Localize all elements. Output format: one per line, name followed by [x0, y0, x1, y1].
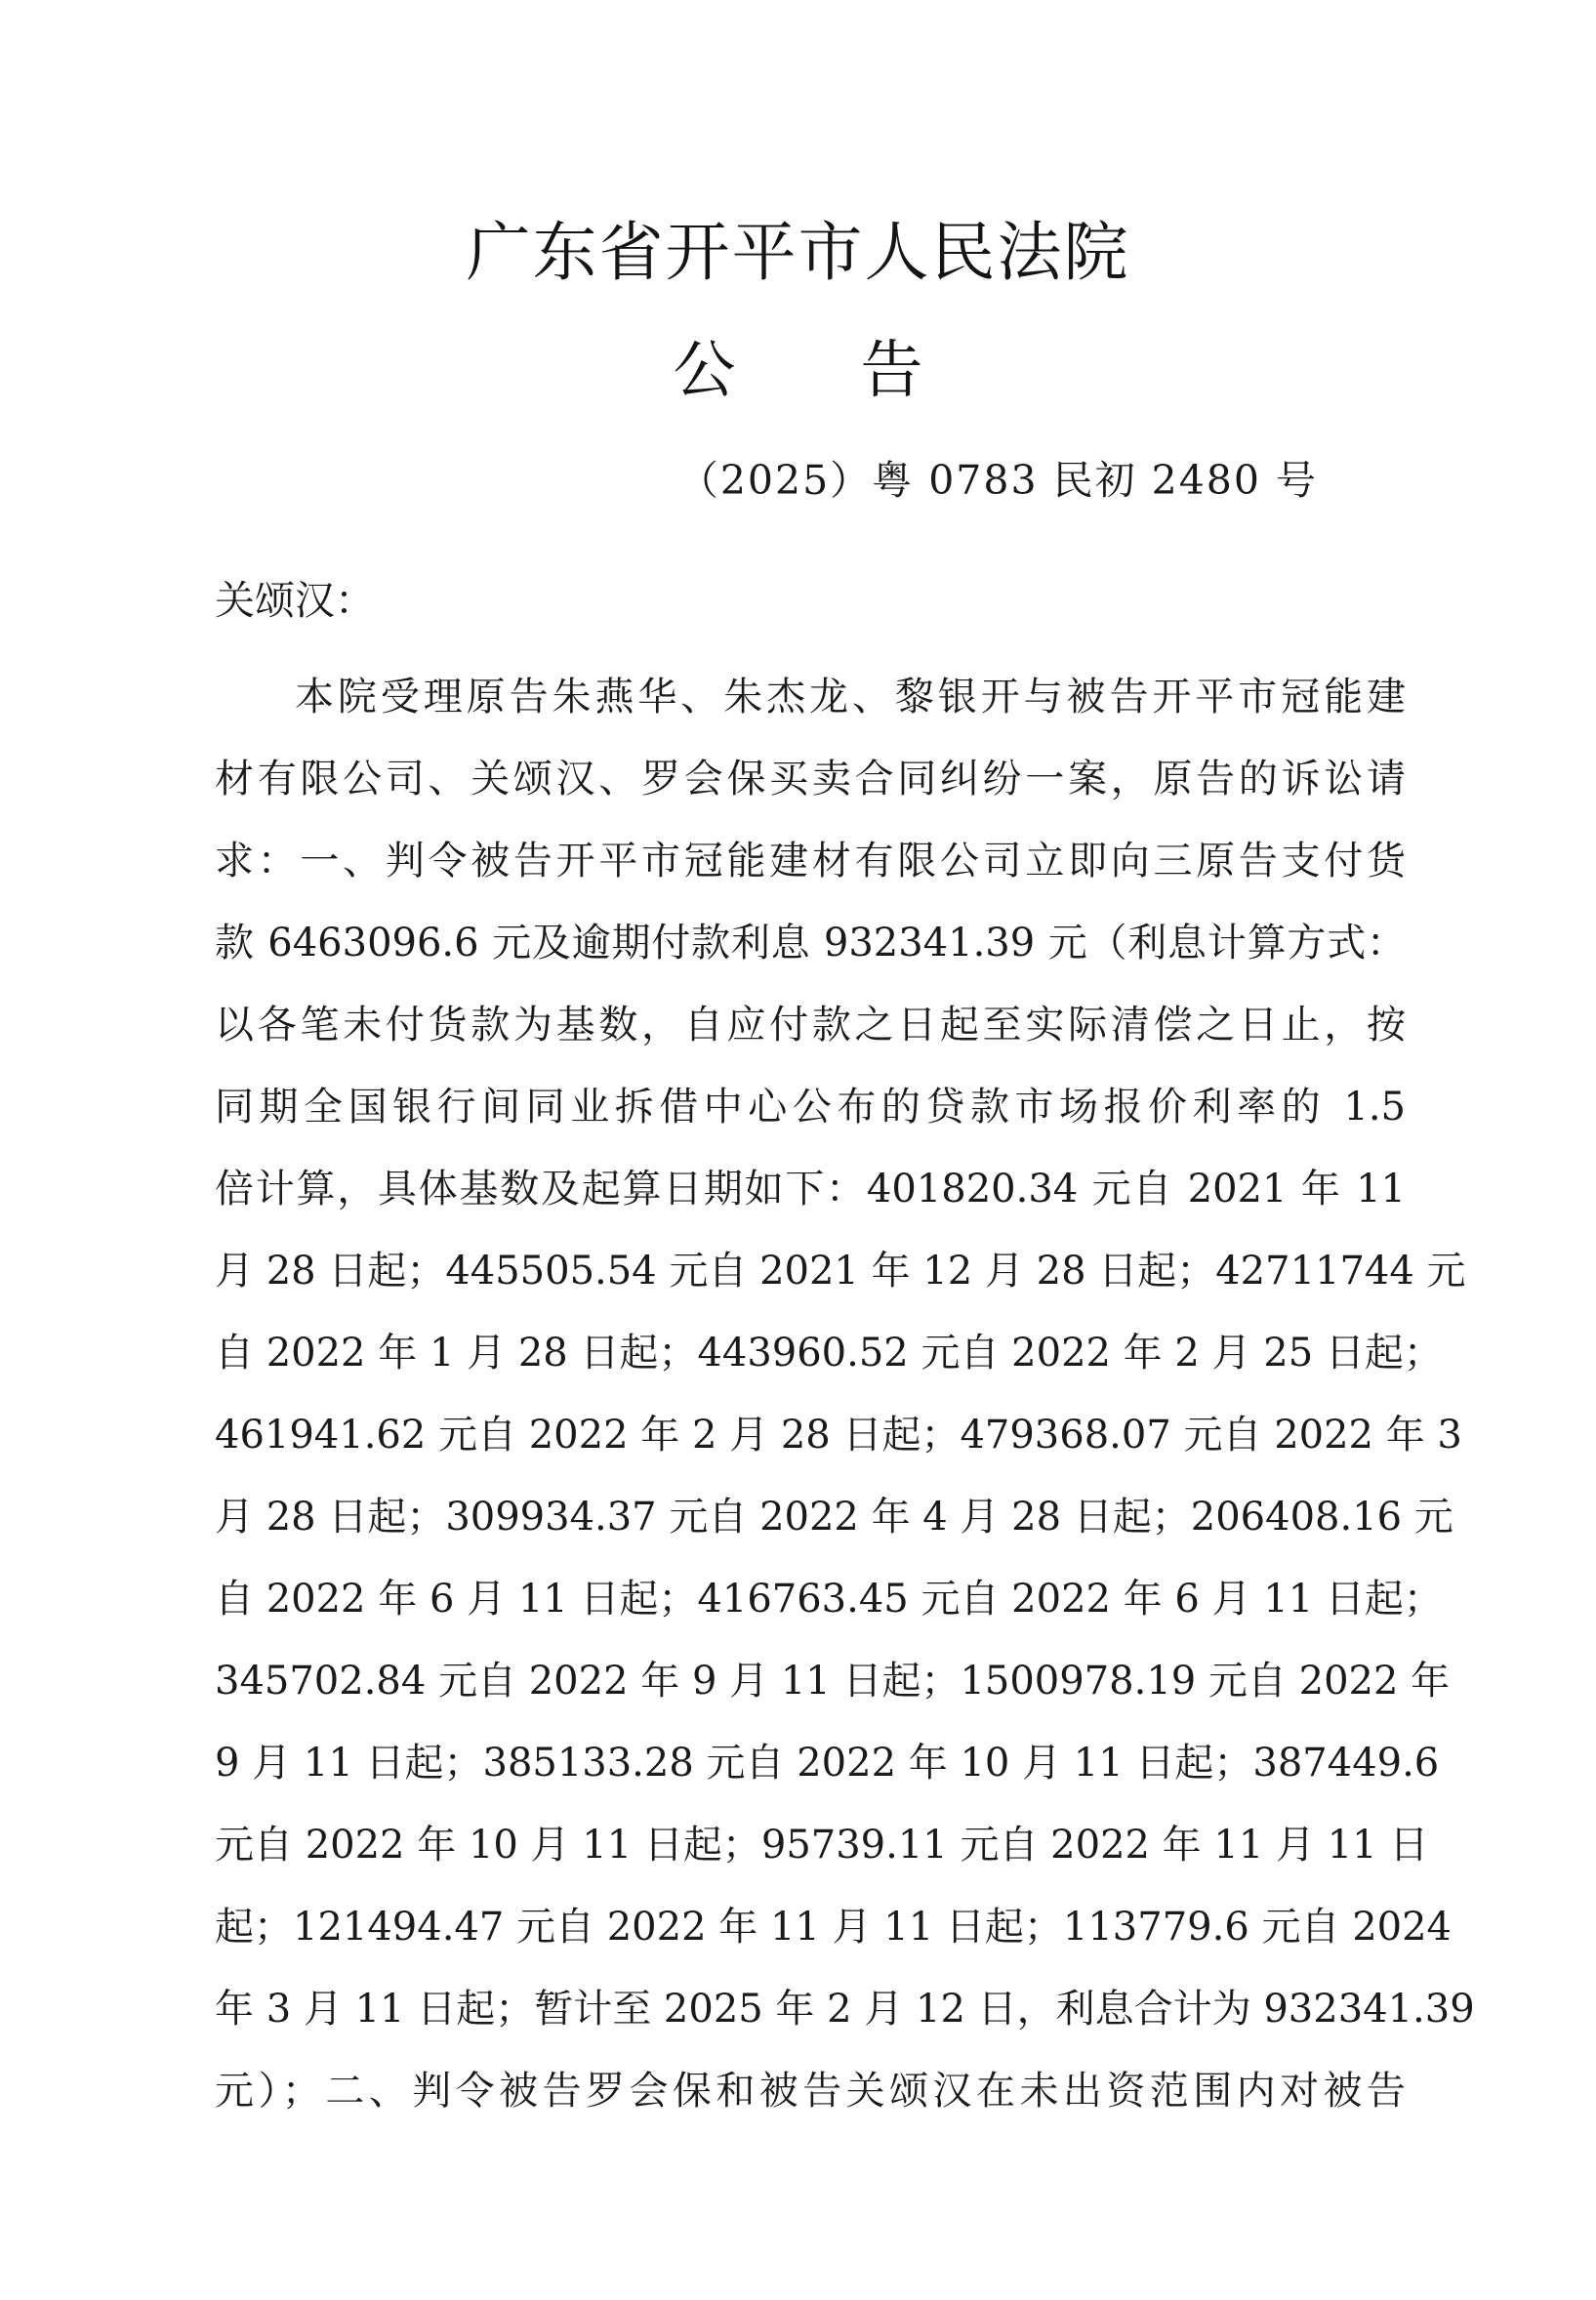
body-line: 9 月 11 日起；385133.28 元自 2022 年 10 月 11 日起；387449.6 — [215, 1741, 1440, 1786]
body-line: 起；121494.47 元自 2022 年 11 月 11 日起；113779.6 元自 2024 — [215, 1905, 1452, 1950]
court-name: 广东省开平市人民法院 — [466, 215, 1130, 290]
addressee: 关颂汉： — [215, 577, 375, 624]
announcement-body — [215, 656, 1475, 2132]
body-line: 自 2022 年 6 月 11 日起；416763.45 元自 2022 年 6 月 11 日起； — [215, 1577, 1443, 1622]
body-line: 461941.62 元自 2022 年 2 月 28 日起；479368.07 元自 2022 年 3 — [215, 1413, 1462, 1458]
body-line: 月 28 日起；445505.54 元自 2021 年 12 月 28 日起；42711744 元 — [215, 1249, 1466, 1294]
body-line: 材有限公司、关颂汉、罗会保买卖合同纠纷一案，原告的诉讼请 — [215, 757, 1406, 801]
body-line: 元自 2022 年 10 月 11 日起；95739.11 元自 2022 年 11 月 11 日 — [215, 1823, 1429, 1868]
body-line: 345702.84 元自 2022 年 9 月 11 日起；1500978.19 元自 2022 年 — [215, 1659, 1451, 1704]
body-line: 款 6463096.6 元及逾期付款利息 932341.39 元（利息计算方式： — [215, 921, 1406, 965]
body-line: 本院受理原告朱燕华、朱杰龙、黎银开与被告开平市冠能建 — [295, 675, 1406, 719]
case-number: （2025）粤 0783 民初 2480 号 — [677, 457, 1318, 504]
body-line: 元）；二、判令被告罗会保和被告关颂汉在未出资范围内对被告 — [215, 2069, 1406, 2114]
body-line: 月 28 日起；309934.37 元自 2022 年 4 月 28 日起；206408.16 元 — [215, 1495, 1453, 1540]
document-title: 公告 — [673, 335, 1048, 407]
body-line: 自 2022 年 1 月 28 日起；443960.52 元自 2022 年 2 月 25 日起； — [215, 1331, 1443, 1376]
body-line: 倍计算，具体基数及起算日期如下：401820.34 元自 2021 年 11 — [215, 1167, 1406, 1212]
body-line: 年 3 月 11 日起；暂计至 2025 年 2 月 12 日，利息合计为 932341.39 — [215, 1987, 1475, 2032]
body-line: 同期全国银行间同业拆借中心公布的贷款市场报价利率的 1.5 — [215, 1085, 1406, 1129]
body-line: 以各笔未付货款为基数，自应付款之日起至实际清偿之日止，按 — [215, 1003, 1406, 1047]
body-line: 求：一、判令被告开平市冠能建材有限公司立即向三原告支付货 — [215, 839, 1406, 883]
